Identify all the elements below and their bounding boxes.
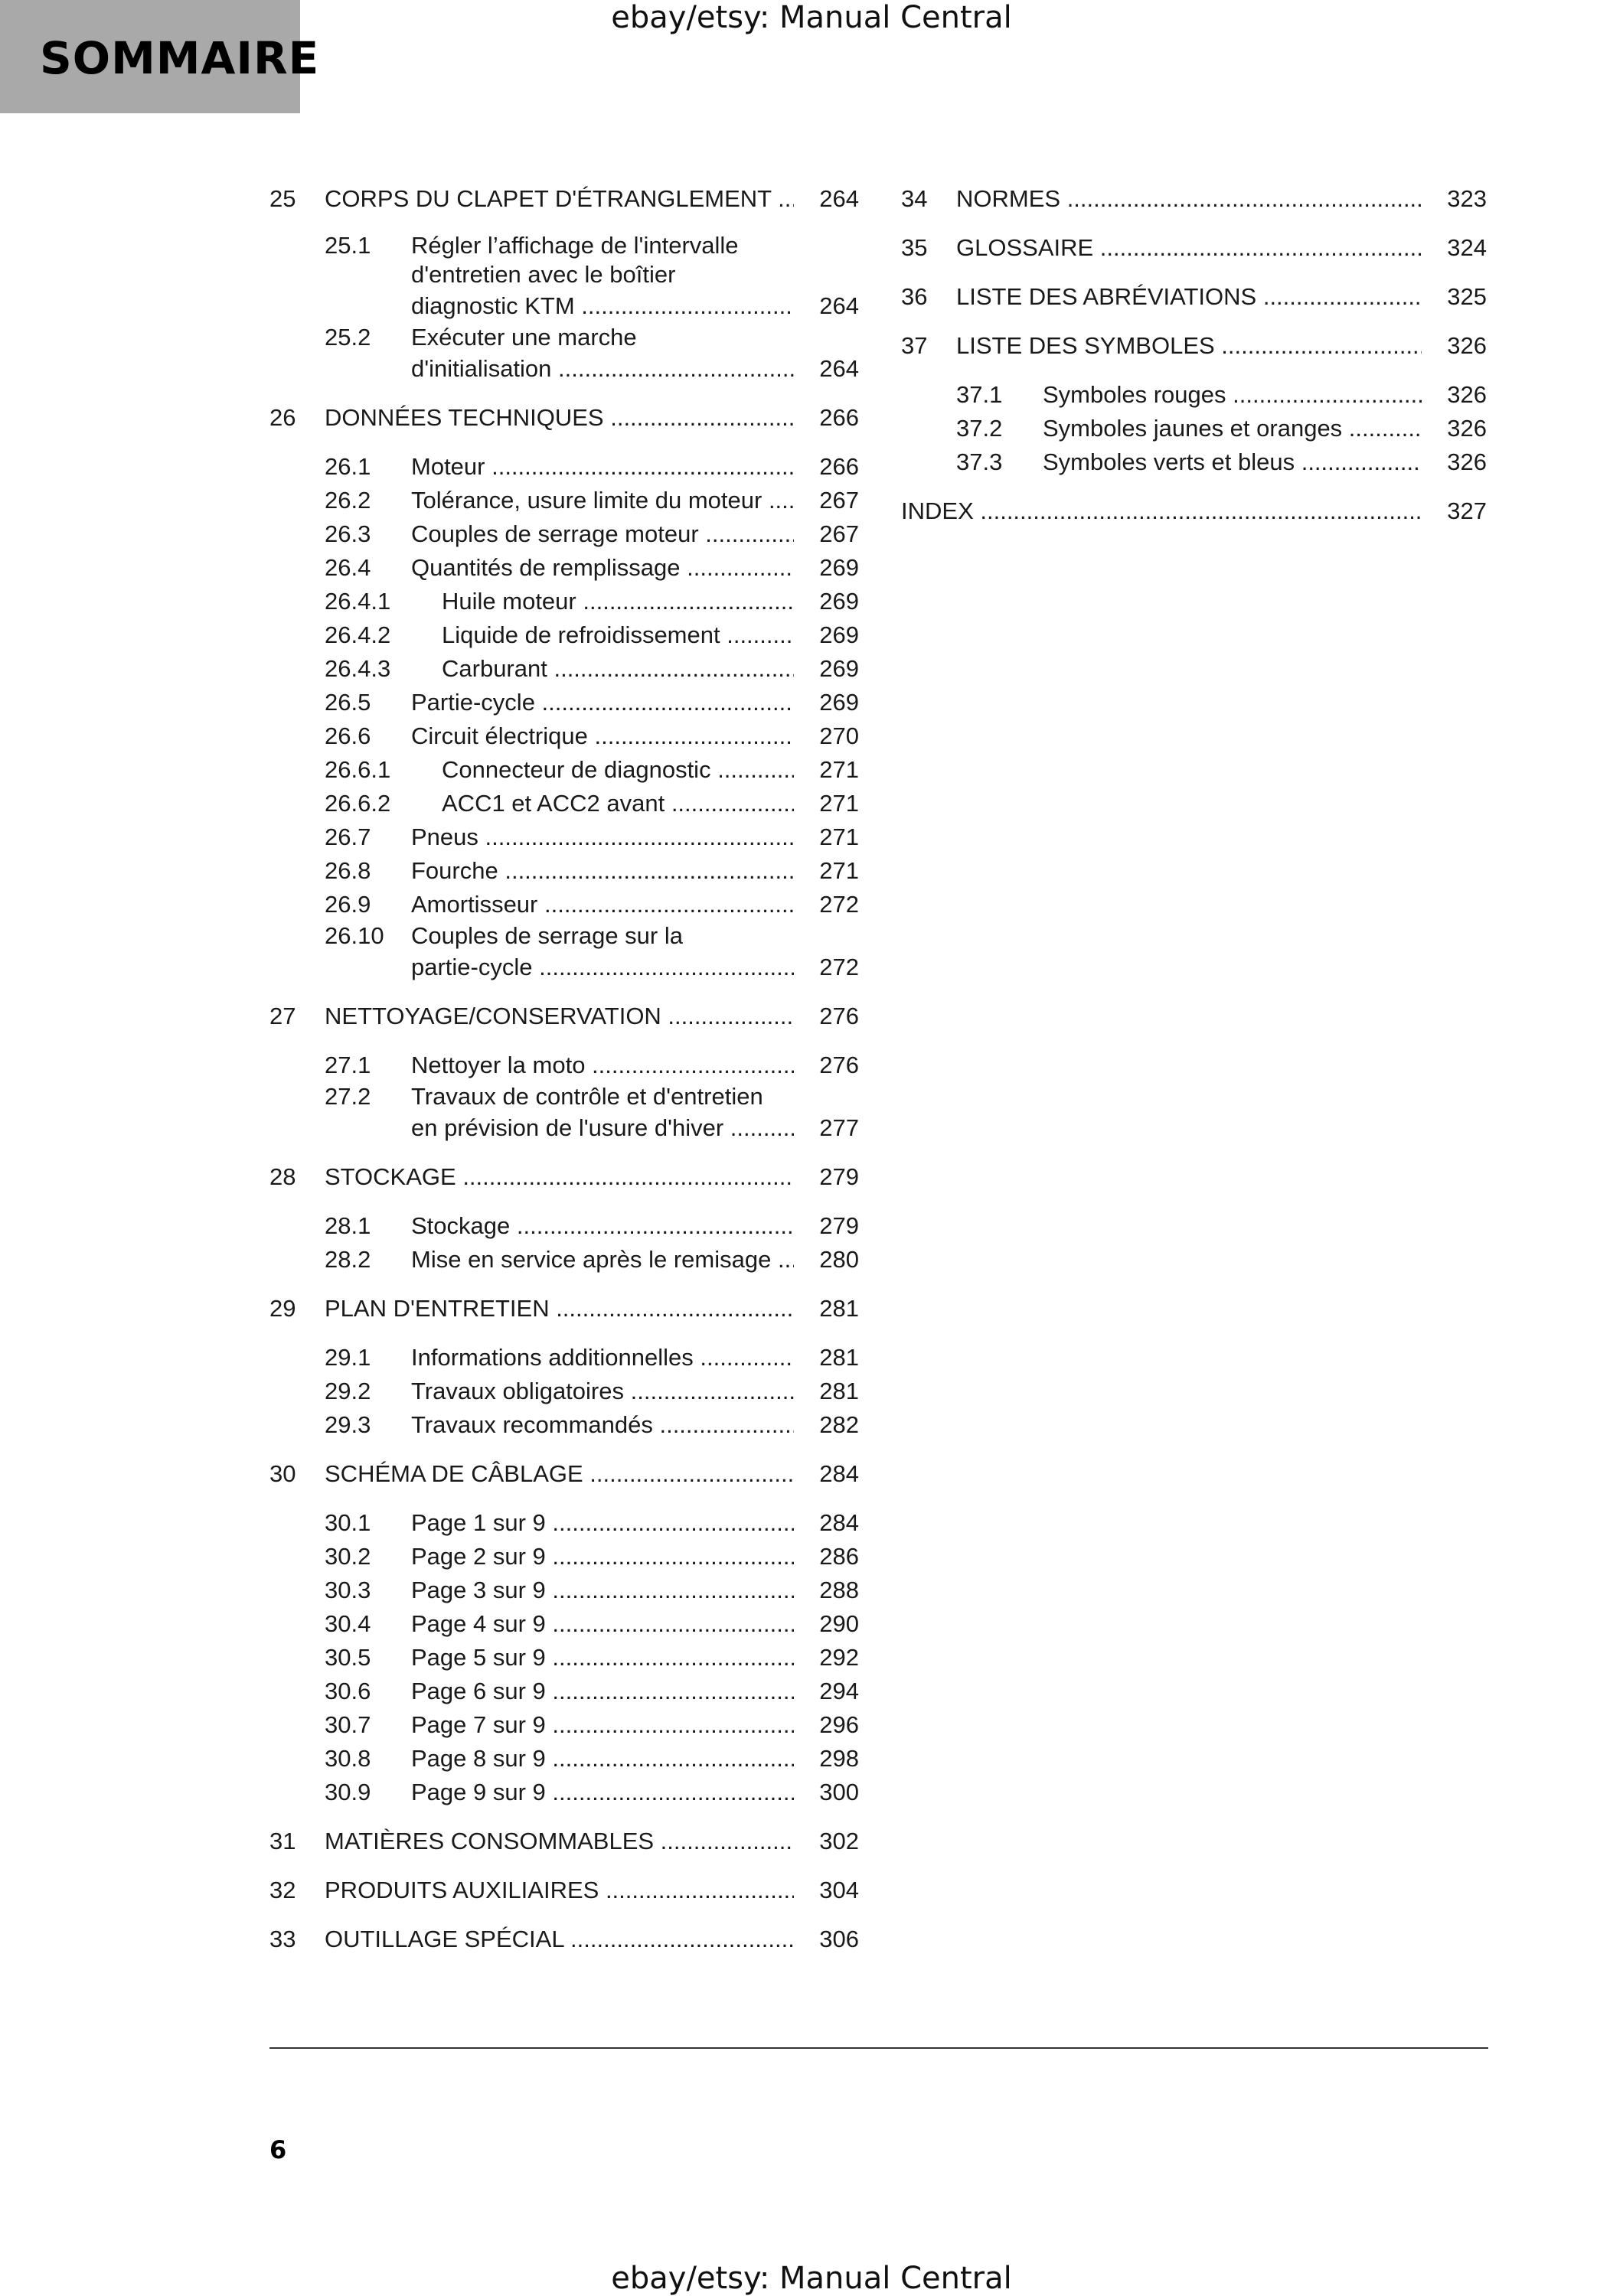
toc-section-title: Mise en service après le remisage ..... xyxy=(411,1243,794,1277)
section-header xyxy=(0,0,320,113)
toc-chapter-title: PLAN D'ENTRETIEN ..... xyxy=(325,1292,794,1326)
toc-section-number: 37.3 xyxy=(956,448,1003,475)
toc-section-number: 37.2 xyxy=(956,415,1003,442)
toc-page-number: 296 xyxy=(819,1711,859,1738)
toc-page-number: 271 xyxy=(819,790,859,817)
toc-chapter-entry[interactable] xyxy=(269,1160,859,1194)
toc-page-number: 298 xyxy=(819,1745,859,1772)
toc-section-number: 26.7 xyxy=(325,823,371,850)
toc-page-number: 271 xyxy=(819,756,859,783)
toc-page-number: 269 xyxy=(819,588,859,615)
toc-page-number: 271 xyxy=(819,823,859,850)
toc-section-title: Page 1 sur 9 ..... xyxy=(411,1506,794,1540)
toc-section-number: 30.9 xyxy=(325,1779,371,1805)
page-title: SOMMAIRE xyxy=(40,32,320,84)
toc-entry-continued xyxy=(269,260,859,289)
toc-section-entry[interactable] xyxy=(901,412,1487,445)
toc-section-title-line: Couples de serrage sur la xyxy=(411,922,683,949)
toc-chapter-number: 31 xyxy=(269,1828,296,1854)
toc-chapter-entry[interactable] xyxy=(901,280,1487,314)
toc-section-number: 30.7 xyxy=(325,1711,371,1738)
toc-entry-continued xyxy=(269,231,859,260)
toc-section-entry[interactable] xyxy=(269,888,859,921)
toc-chapter-entry[interactable] xyxy=(269,1923,859,1956)
toc-section-entry[interactable] xyxy=(269,1776,859,1809)
toc-section-entry[interactable] xyxy=(269,1049,859,1082)
toc-section-number: 26.4 xyxy=(325,554,371,581)
toc-section-number: 26.8 xyxy=(325,857,371,884)
toc-section-title: INDEX ..... xyxy=(901,494,1422,528)
toc-section-number: 26.6 xyxy=(325,722,371,749)
toc-section-number: 28.1 xyxy=(325,1212,371,1239)
toc-section-number: 26.3 xyxy=(325,520,371,547)
toc-entry-continued xyxy=(269,1082,859,1111)
toc-section-entry[interactable] xyxy=(269,753,859,787)
toc-section-number: 26.4.3 xyxy=(325,655,391,682)
toc-section-title: Page 7 sur 9 ..... xyxy=(411,1708,794,1742)
toc-page-number: 264 xyxy=(819,185,859,212)
toc-chapter-entry[interactable] xyxy=(901,182,1487,216)
toc-chapter-title: CORPS DU CLAPET D'ÉTRANGLEMENT ..... xyxy=(325,182,794,216)
toc-page-number: 323 xyxy=(1447,185,1487,212)
toc-index-entry[interactable] xyxy=(901,494,1487,528)
toc-section-title: Page 6 sur 9 ..... xyxy=(411,1675,794,1708)
toc-section-number: 37.1 xyxy=(956,381,1003,408)
toc-page-number: 300 xyxy=(819,1779,859,1805)
toc-chapter-title: STOCKAGE ..... xyxy=(325,1160,794,1194)
toc-page-number: 279 xyxy=(819,1163,859,1190)
toc-section-number: 29.1 xyxy=(325,1344,371,1371)
toc-section-entry[interactable] xyxy=(269,289,859,323)
toc-section-entry[interactable] xyxy=(269,686,859,719)
toc-chapter-number: 35 xyxy=(901,234,928,261)
toc-page-number: 281 xyxy=(819,1295,859,1322)
toc-section-entry[interactable] xyxy=(269,618,859,652)
toc-chapter-entry[interactable] xyxy=(901,231,1487,265)
toc-chapter-entry[interactable] xyxy=(269,1874,859,1907)
toc-chapter-entry[interactable] xyxy=(269,1000,859,1033)
toc-chapter-number: 28 xyxy=(269,1163,296,1190)
toc-section-entry[interactable] xyxy=(269,1708,859,1742)
toc-chapter-entry[interactable] xyxy=(269,182,859,216)
toc-section-title: diagnostic KTM ..... xyxy=(411,289,794,323)
toc-page-number: 267 xyxy=(819,520,859,547)
toc-chapter-title: PRODUITS AUXILIAIRES ..... xyxy=(325,1874,794,1907)
toc-page-number: 284 xyxy=(819,1460,859,1487)
watermark-top: ebay/etsy: Manual Central xyxy=(611,0,1012,35)
toc-section-title: Page 3 sur 9 ..... xyxy=(411,1574,794,1607)
toc-section-title: ACC1 et ACC2 avant ..... xyxy=(442,787,794,820)
toc-section-title: Symboles jaunes et oranges ..... xyxy=(1043,412,1422,445)
toc-page-number: 294 xyxy=(819,1678,859,1704)
toc-chapter-number: 30 xyxy=(269,1460,296,1487)
toc-entry-continued xyxy=(269,323,859,352)
toc-section-number: 30.8 xyxy=(325,1745,371,1772)
toc-section-number: 26.4.1 xyxy=(325,588,391,615)
toc-section-title: Informations additionnelles ..... xyxy=(411,1341,794,1375)
toc-chapter-number: 32 xyxy=(269,1877,296,1903)
toc-section-title: Travaux recommandés ..... xyxy=(411,1408,794,1442)
toc-column-right xyxy=(901,182,1487,528)
toc-page-number: 286 xyxy=(819,1543,859,1570)
toc-page-number: 292 xyxy=(819,1644,859,1671)
toc-page-number: 302 xyxy=(819,1828,859,1854)
toc-section-title: Huile moteur ..... xyxy=(442,585,794,618)
toc-chapter-title: GLOSSAIRE ..... xyxy=(956,231,1422,265)
toc-section-number: 27.2 xyxy=(325,1083,371,1110)
toc-section-title: Couples de serrage moteur ..... xyxy=(411,517,794,551)
toc-section-number: 26.10 xyxy=(325,922,384,949)
toc-page-number: 266 xyxy=(819,404,859,431)
toc-section-title: Page 5 sur 9 ..... xyxy=(411,1641,794,1675)
toc-section-number: 29.2 xyxy=(325,1378,371,1404)
toc-section-number: 26.6.1 xyxy=(325,756,391,783)
toc-section-number: 29.3 xyxy=(325,1411,371,1438)
toc-section-entry[interactable] xyxy=(269,1742,859,1776)
toc-entry-continued xyxy=(269,921,859,951)
toc-chapter-number: 37 xyxy=(901,332,928,359)
toc-section-entry[interactable] xyxy=(269,484,859,517)
toc-section-entry[interactable] xyxy=(269,1506,859,1540)
toc-section-number: 26.5 xyxy=(325,689,371,716)
toc-chapter-number: 36 xyxy=(901,283,928,310)
footer-divider xyxy=(269,2047,1488,2049)
toc-section-entry[interactable] xyxy=(269,450,859,484)
toc-chapter-number: 34 xyxy=(901,185,928,212)
toc-section-entry[interactable] xyxy=(269,1408,859,1442)
toc-chapter-entry[interactable] xyxy=(269,401,859,435)
toc-chapter-entry[interactable] xyxy=(269,1825,859,1858)
toc-chapter-title: NETTOYAGE/CONSERVATION ..... xyxy=(325,1000,794,1033)
toc-section-title: Moteur ..... xyxy=(411,450,794,484)
toc-section-entry[interactable] xyxy=(269,652,859,686)
toc-section-entry[interactable] xyxy=(269,1641,859,1675)
toc-section-title: Page 9 sur 9 ..... xyxy=(411,1776,794,1809)
toc-section-title-line: Travaux de contrôle et d'entretien xyxy=(411,1083,763,1110)
toc-section-number: 26.1 xyxy=(325,453,371,480)
toc-page-number: 326 xyxy=(1447,381,1487,408)
toc-section-title-line: Régler l’affichage de l'intervalle xyxy=(411,232,739,259)
toc-chapter-title: MATIÈRES CONSOMMABLES ..... xyxy=(325,1825,794,1858)
toc-section-number: 30.1 xyxy=(325,1509,371,1536)
watermark-bottom: ebay/etsy: Manual Central xyxy=(611,2261,1012,2296)
toc-page-number: 267 xyxy=(819,487,859,514)
toc-section-entry[interactable] xyxy=(269,854,859,888)
toc-page-number: 288 xyxy=(819,1577,859,1603)
toc-section-entry[interactable] xyxy=(269,1375,859,1408)
toc-page-number: 270 xyxy=(819,722,859,749)
toc-section-entry[interactable] xyxy=(269,517,859,551)
toc-page-number: 280 xyxy=(819,1246,859,1273)
toc-section-title: Travaux obligatoires ..... xyxy=(411,1375,794,1408)
toc-section-entry[interactable] xyxy=(269,719,859,753)
toc-page-number: 306 xyxy=(819,1926,859,1952)
toc-chapter-title: LISTE DES SYMBOLES ..... xyxy=(956,329,1422,363)
toc-section-title: Page 4 sur 9 ..... xyxy=(411,1607,794,1641)
toc-section-entry[interactable] xyxy=(269,1540,859,1574)
toc-section-title: Stockage ..... xyxy=(411,1209,794,1243)
toc-section-number: 30.6 xyxy=(325,1678,371,1704)
toc-page-number: 276 xyxy=(819,1052,859,1078)
toc-section-number: 27.1 xyxy=(325,1052,371,1078)
toc-section-entry[interactable] xyxy=(269,352,859,386)
toc-section-title: Pneus ..... xyxy=(411,820,794,854)
toc-chapter-entry[interactable] xyxy=(269,1292,859,1326)
toc-section-number: 26.4.2 xyxy=(325,621,391,648)
toc-chapter-number: 29 xyxy=(269,1295,296,1322)
page-number: 6 xyxy=(269,2135,287,2164)
toc-section-number: 30.5 xyxy=(325,1644,371,1671)
toc-section-title: Page 8 sur 9 ..... xyxy=(411,1742,794,1776)
toc-chapter-number: 27 xyxy=(269,1003,296,1029)
toc-section-entry[interactable] xyxy=(269,951,859,984)
toc-section-entry[interactable] xyxy=(269,1574,859,1607)
toc-section-number: 26.6.2 xyxy=(325,790,391,817)
toc-section-title: partie-cycle ..... xyxy=(411,951,794,984)
toc-section-number: 30.3 xyxy=(325,1577,371,1603)
toc-page-number: 325 xyxy=(1447,283,1487,310)
toc-page-number: 326 xyxy=(1447,448,1487,475)
toc-chapter-number: 26 xyxy=(269,404,296,431)
toc-section-title: Nettoyer la moto ..... xyxy=(411,1049,794,1082)
toc-chapter-entry[interactable] xyxy=(901,329,1487,363)
toc-section-title: d'initialisation ..... xyxy=(411,352,794,386)
toc-section-number: 30.4 xyxy=(325,1610,371,1637)
toc-page-number: 272 xyxy=(819,954,859,980)
toc-section-entry[interactable] xyxy=(269,1607,859,1641)
toc-page-number: 290 xyxy=(819,1610,859,1637)
toc-page-number: 281 xyxy=(819,1378,859,1404)
toc-section-entry[interactable] xyxy=(901,445,1487,479)
toc-section-title: Symboles verts et bleus ..... xyxy=(1043,445,1422,479)
toc-chapter-title: DONNÉES TECHNIQUES ..... xyxy=(325,401,794,435)
toc-page-number: 266 xyxy=(819,453,859,480)
toc-section-number: 25.2 xyxy=(325,324,371,351)
toc-page-number: 279 xyxy=(819,1212,859,1239)
toc-page-number: 269 xyxy=(819,655,859,682)
toc-section-number: 30.2 xyxy=(325,1543,371,1570)
toc-section-number: 28.2 xyxy=(325,1246,371,1273)
toc-page-number: 324 xyxy=(1447,234,1487,261)
toc-chapter-title: SCHÉMA DE CÂBLAGE ..... xyxy=(325,1457,794,1491)
toc-section-entry[interactable] xyxy=(269,787,859,820)
toc-section-title: Tolérance, usure limite du moteur ..... xyxy=(411,484,794,517)
toc-chapter-title: NORMES ..... xyxy=(956,182,1422,216)
toc-section-title: Page 2 sur 9 ..... xyxy=(411,1540,794,1574)
toc-page-number: 276 xyxy=(819,1003,859,1029)
toc-section-title: Liquide de refroidissement ..... xyxy=(442,618,794,652)
toc-section-title-line: d'entretien avec le boîtier xyxy=(411,261,676,288)
toc-section-entry[interactable] xyxy=(269,1341,859,1375)
toc-page-number: 326 xyxy=(1447,332,1487,359)
toc-page-number: 282 xyxy=(819,1411,859,1438)
toc-page-number: 327 xyxy=(1447,497,1487,524)
toc-chapter-title: LISTE DES ABRÉVIATIONS ..... xyxy=(956,280,1422,314)
toc-section-title-line: Exécuter une marche xyxy=(411,324,637,351)
toc-chapter-entry[interactable] xyxy=(269,1457,859,1491)
toc-section-entry[interactable] xyxy=(269,1209,859,1243)
toc-column-left xyxy=(269,182,859,1956)
toc-chapter-number: 25 xyxy=(269,185,296,212)
toc-chapter-number: 33 xyxy=(269,1926,296,1952)
toc-page-number: 264 xyxy=(819,292,859,319)
toc-section-entry[interactable] xyxy=(269,1111,859,1145)
toc-chapter-title: OUTILLAGE SPÉCIAL ..... xyxy=(325,1923,794,1956)
toc-section-title: Fourche ..... xyxy=(411,854,794,888)
toc-page-number: 304 xyxy=(819,1877,859,1903)
toc-section-title: Connecteur de diagnostic ..... xyxy=(442,753,794,787)
toc-section-entry[interactable] xyxy=(269,1675,859,1708)
toc-section-entry[interactable] xyxy=(269,585,859,618)
toc-section-title: en prévision de l'usure d'hiver ..... xyxy=(411,1111,794,1145)
toc-section-title: Amortisseur ..... xyxy=(411,888,794,921)
toc-page-number: 264 xyxy=(819,355,859,382)
toc-page-number: 281 xyxy=(819,1344,859,1371)
toc-page-number: 272 xyxy=(819,891,859,918)
toc-section-number: 26.9 xyxy=(325,891,371,918)
toc-section-entry[interactable] xyxy=(901,378,1487,412)
toc-section-entry[interactable] xyxy=(269,1243,859,1277)
toc-page-number: 277 xyxy=(819,1114,859,1141)
toc-section-entry[interactable] xyxy=(269,551,859,585)
toc-section-number: 25.1 xyxy=(325,232,371,259)
toc-section-entry[interactable] xyxy=(269,820,859,854)
toc-page-number: 269 xyxy=(819,689,859,716)
toc-page-number: 271 xyxy=(819,857,859,884)
toc-page-number: 284 xyxy=(819,1509,859,1536)
toc-section-title: Carburant ..... xyxy=(442,652,794,686)
toc-section-title: Circuit électrique ..... xyxy=(411,719,794,753)
toc-section-title: Quantités de remplissage ..... xyxy=(411,551,794,585)
toc-page-number: 326 xyxy=(1447,415,1487,442)
toc-section-number: 26.2 xyxy=(325,487,371,514)
toc-section-title: Partie-cycle ..... xyxy=(411,686,794,719)
toc-section-title: Symboles rouges ..... xyxy=(1043,378,1422,412)
toc-page-number: 269 xyxy=(819,554,859,581)
toc-page-number: 269 xyxy=(819,621,859,648)
